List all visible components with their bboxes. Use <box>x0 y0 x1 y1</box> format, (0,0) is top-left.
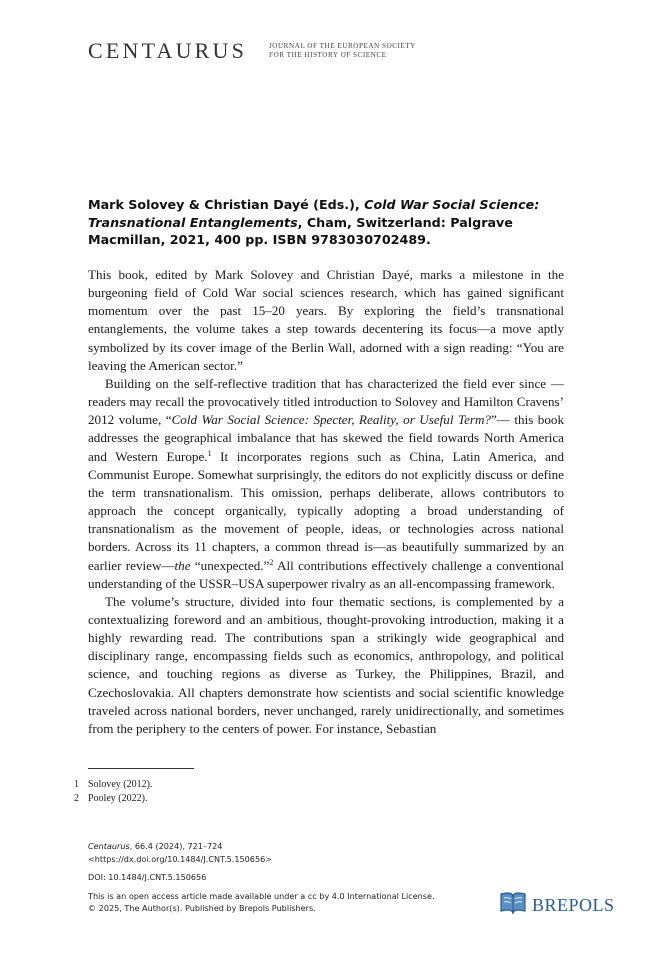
footnote-text: Pooley (2022). <box>88 793 148 804</box>
journal-subtitle-line2: FOR THE HISTORY OF SCIENCE <box>269 51 387 59</box>
footnote-text: Solovey (2012). <box>88 779 153 790</box>
journal-subtitle-line1: JOURNAL OF THE EUROPEAN SOCIETY <box>269 42 416 50</box>
cited-volume-title: Cold War Social Science: Specter, Reality, or Useful Term? <box>171 412 491 428</box>
footnote-1 <box>74 778 152 792</box>
article-footer <box>88 840 435 915</box>
review-publication-details: , Cham, Switzerland: Palgrave Macmillan, 2021, 400 pp. ISBN 9783030702489. <box>88 214 513 247</box>
citation-volume: , 66.4 (2024), 721–724 <box>129 841 223 851</box>
review-authors: Mark Solovey & Christian Dayé (Eds.), <box>88 197 365 212</box>
doi-line: DOI: 10.1484/J.CNT.5.150656 <box>88 872 207 882</box>
footnote-2 <box>74 792 152 806</box>
paragraph-2-part-a: Building on the self-reflective tradition that has characterized the field ever since —readers may recall the provocatively titled introduction to Solovey and Hamilton Cravens’ 2012 volume, “ <box>88 375 564 428</box>
review-book-title: Cold War Social Science: Transnational Entanglements <box>88 197 540 230</box>
paragraph-2-part-d: “unexpected.” <box>190 557 270 573</box>
review-heading <box>88 196 588 249</box>
citation-journal: Centaurus <box>88 841 130 851</box>
footnote-ref-1[interactable]: 1 <box>207 448 212 458</box>
paragraph-3: The volume’s structure, divided into four thematic sections, is complemented by a contextualizing foreword and an ambitious, thought-provoking introduction, making it a highly rewarding read. The contributions span a strikingly wide geographical and disciplinary range, encompassing fields such as economics, anthropology, and political science, and touching regions as diverse as Turkey, the Philippines, Brazil, and Czechoslovakia. All chapters demonstrate how scientists and social scientific knowledge traveled across national borders, never unchanged, rarely unidirectionally, and sometimes from the periphery to the centers of power. For instance, Sebastian <box>88 593 564 736</box>
footnote-number: 2 <box>74 793 79 804</box>
journal-subtitle <box>269 42 416 60</box>
brepols-logo-icon <box>498 889 528 917</box>
paragraph-2-part-c: It incorporates regions such as China, Latin America, and Communist Europe. Somewhat surprisingly, the editors do not explicitly discuss or define the term transnationalism. This omission, perhaps deliberate, allows contributors to approach the concept organically, typically adopting a broad understanding of transnationalism as the movement of people, ideas, or technologies across national borders. Across its 11 chapters, a common thread is—as beautifully summarized by an earlier review— <box>88 448 564 573</box>
paragraph-2-part-e: All contributions effectively challenge a conventional understanding of the USSR–USA superpower rivalry as an all-encompassing framework. <box>88 557 564 591</box>
copyright-line: © 2025, The Author(s). Published by Brepols Publishers. <box>88 903 316 913</box>
footnotes <box>74 778 152 806</box>
paragraph-2-part-b: ”— this book addresses the geographical imbalance that has skewed the field towards North America and Western Europe. <box>88 412 564 464</box>
brepols-logo-text: BREPOLS <box>532 895 615 915</box>
citation-line <box>88 840 435 853</box>
review-body <box>88 266 564 738</box>
footnote-number: 1 <box>74 779 79 790</box>
footnote-divider <box>88 768 194 769</box>
journal-name: CENTAURUS <box>88 38 248 63</box>
doi-url-link[interactable]: <https://dx.doi.org/10.1484/J.CNT.5.150656> <box>88 853 273 864</box>
license-line: This is an open access article made available under a cc by 4.0 International License. <box>88 890 435 901</box>
paragraph-1: This book, edited by Mark Solovey and Christian Dayé, marks a milestone in the burgeoning field of Cold War social sciences research, which has gained significant momentum over the past 15–20 years. By exploring the field’s transnational entanglements, the volume takes a step towards decentering its focus—a move aptly symbolized by its cover image of the Berlin Wall, adorned with a sign reading: “You are leaving the American sector.” <box>88 267 564 373</box>
footnote-ref-2[interactable]: 2 <box>269 557 274 567</box>
emphasis-the: the <box>174 557 191 573</box>
paragraph-2 <box>88 375 564 593</box>
